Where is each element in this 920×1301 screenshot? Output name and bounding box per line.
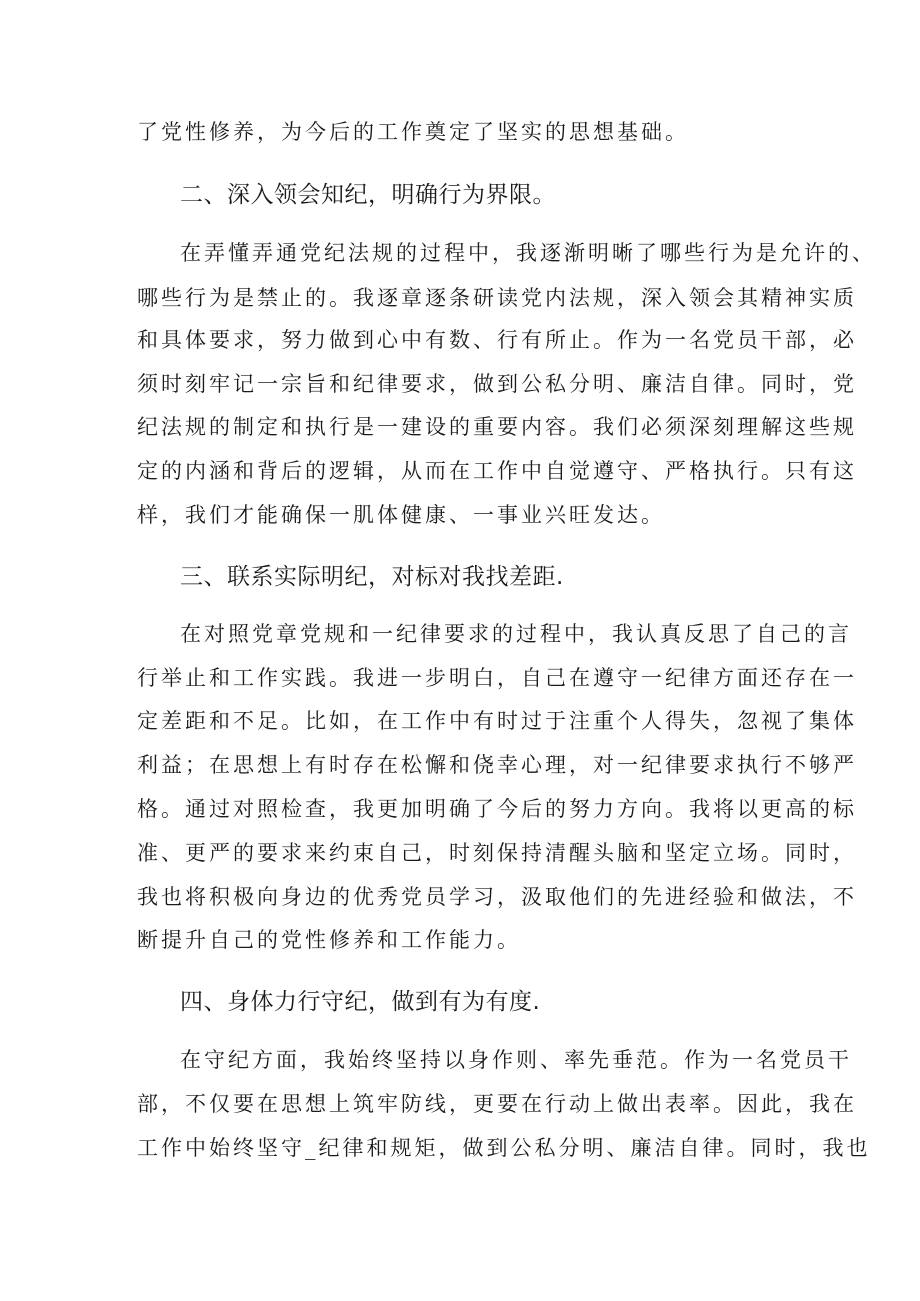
paragraph-line: 部，不仅要在思想上筑牢防线，更要在行动上做出表率。因此，我在 — [137, 1092, 857, 1116]
paragraph-line: 工作中始终坚守_纪律和规矩，做到公私分明、廉洁自律。同时，我也 — [137, 1136, 871, 1160]
paragraph-line: 定差距和不足。比如，在工作中有时过于注重个人得失，忽视了集体 — [137, 709, 857, 733]
paragraph-line: 哪些行为是禁止的。我逐章逐条研读党内法规，深入领会其精神实质 — [137, 286, 857, 310]
paragraph-line: 在守纪方面，我始终坚持以身作则、率先垂范。作为一名党员干 — [180, 1048, 852, 1072]
paragraph-line: 纪法规的制定和执行是一建设的重要内容。我们必须深刻理解这些规 — [137, 415, 857, 439]
section-heading-2: 二、深入领会知纪，明确行为界限。 — [180, 182, 556, 208]
paragraph-line: 在对照党章党规和一纪律要求的过程中，我认真反思了自己的言 — [180, 622, 852, 646]
paragraph-line: 格。通过对照检查，我更加明确了今后的努力方向。我将以更高的标 — [137, 797, 857, 821]
section-heading-4: 四、身体力行守纪，做到有为有度. — [180, 989, 541, 1015]
paragraph-line: 准、更严的要求来约束自己，时刻保持清醒头脑和坚定立场。同时， — [137, 841, 857, 865]
paragraph-line: 利益；在思想上有时存在松懈和侥幸心理，对一纪律要求执行不够严 — [137, 753, 857, 777]
paragraph-line: 须时刻牢记一宗旨和纪律要求，做到公私分明、廉洁自律。同时，党 — [137, 372, 857, 396]
paragraph-line: 断提升自己的党性修养和工作能力。 — [137, 928, 521, 952]
paragraph-line: 定的内涵和背后的逻辑，从而在工作中自觉遵守、严格执行。只有这 — [137, 459, 857, 483]
paragraph-line: 了党性修养，为今后的工作奠定了坚实的思想基础。 — [137, 120, 689, 144]
paragraph-line: 在弄懂弄通党纪法规的过程中，我逐渐明晰了哪些行为是允许的、 — [180, 241, 876, 265]
paragraph-line: 样，我们才能确保一肌体健康、一事业兴旺发达。 — [137, 503, 665, 527]
paragraph-line: 我也将积极向身边的优秀党员学习，汲取他们的先进经验和做法，不 — [137, 885, 857, 909]
paragraph-line: 和具体要求，努力做到心中有数、行有所止。作为一名党员干部，必 — [137, 328, 857, 352]
paragraph-line: 行举止和工作实践。我进一步明白，自己在遵守一纪律方面还存在一 — [137, 666, 857, 690]
section-heading-3: 三、联系实际明纪，对标对我找差距. — [180, 564, 564, 590]
